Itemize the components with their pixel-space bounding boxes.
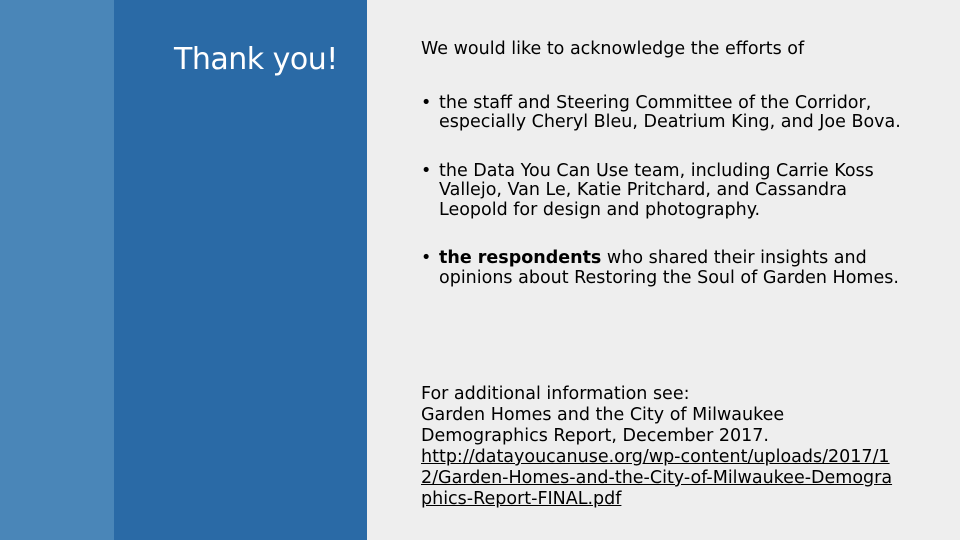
info-heading: For additional information see: [421,384,690,404]
bullet-icon: • [421,160,432,181]
bullet-icon: • [421,248,432,268]
side-band-inner [114,0,367,540]
report-link[interactable]: http://datayoucanuse.org/wp-content/uploads/2017/12/Garden-Homes-and-the-City-of-Milwaukee-Demographics-Report-FINAL.pdf [421,447,893,509]
additional-info [421,384,901,510]
list-item [421,162,921,221]
list-item [421,94,921,133]
list-item-bold: the respondents [439,248,602,268]
page-title: Thank you! [174,42,338,77]
acknowledgement-list [421,94,921,289]
list-item-text: who shared their insights and opinions about Restoring the Soul of Garden Homes. [439,248,899,288]
report-citation: Garden Homes and the City of Milwaukee Demographics Report, December 2017. [421,405,785,446]
intro-text: We would like to acknowledge the efforts of [421,39,805,59]
list-item-text: the Data You Can Use team, including Carrie Koss Vallejo, Van Le, Katie Pritchard, and Cassandra Leopold for design and photography. [439,160,874,220]
list-item [421,249,921,288]
side-band-outer [0,0,114,540]
acknowledgements [421,40,921,288]
list-item-text: the staff and Steering Committee of the Corridor, especially Cheryl Bleu, Deatrium King, and Joe Bova. [439,92,901,132]
bullet-icon: • [421,92,432,113]
